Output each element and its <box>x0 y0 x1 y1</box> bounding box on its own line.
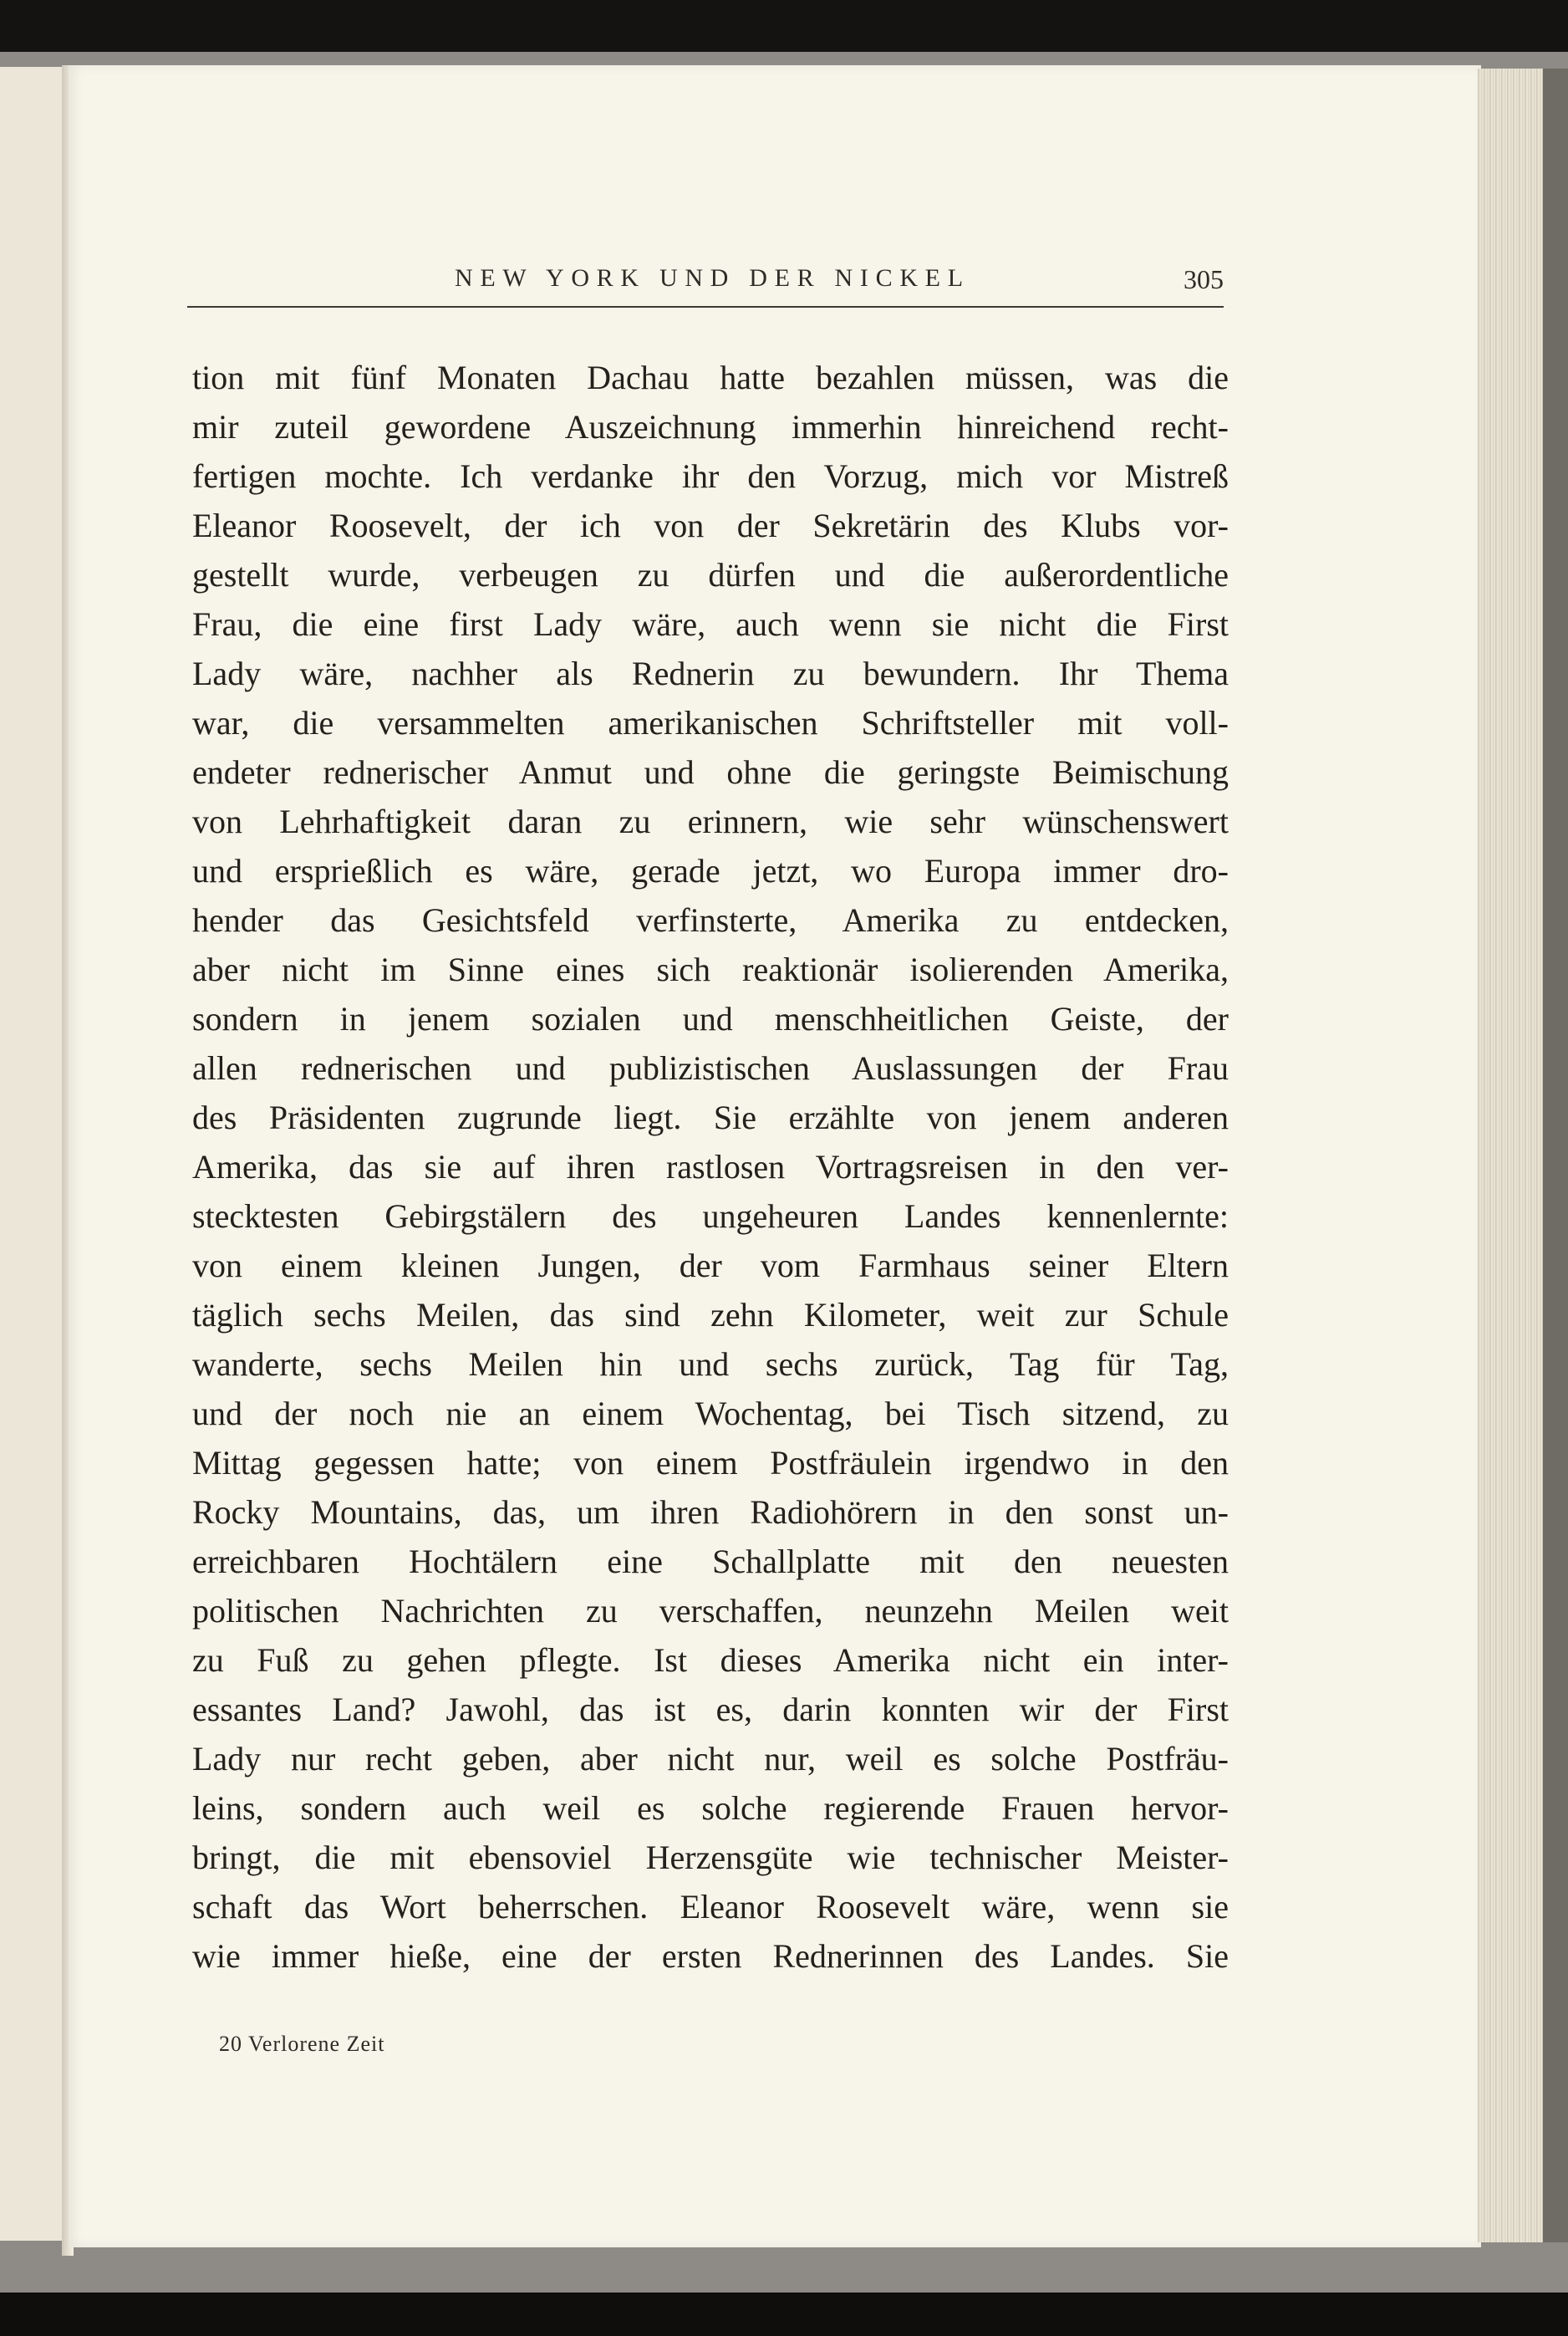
text-line: und der noch nie an einem Wochentag, bei Tisch sitzend, zu <box>192 1395 1229 1432</box>
text-line: zu Fuß zu gehen pflegte. Ist dieses Amerika nicht ein inter- <box>192 1641 1229 1679</box>
text-line: tion mit fünf Monaten Dachau hatte bezahlen müssen, was die <box>192 359 1229 396</box>
text-line: bringt, die mit ebensoviel Herzensgüte wie technischer Meister- <box>192 1839 1229 1876</box>
text-line: wanderte, sechs Meilen hin und sechs zurück, Tag für Tag, <box>192 1345 1229 1383</box>
text-line: von Lehrhaftigkeit daran zu erinnern, wie sehr wünschenswert <box>192 803 1229 840</box>
page-number: 305 <box>1184 264 1224 294</box>
text-line: sondern in jenem sozialen und menschheitlichen Geiste, der <box>192 1000 1229 1038</box>
text-line: hender das Gesichtsfeld verfinsterte, Amerika zu entdecken, <box>192 901 1229 939</box>
text-line: Amerika, das sie auf ihren rastlosen Vortragsreisen in den ver- <box>192 1148 1229 1186</box>
text-line: fertigen mochte. Ich verdanke ihr den Vorzug, mich vor Mistreß <box>192 457 1229 495</box>
text-line: Lady nur recht geben, aber nicht nur, weil es solche Postfräu- <box>192 1740 1229 1778</box>
text-line: erreichbaren Hochtälern eine Schallplatte mit den neuesten <box>192 1543 1229 1580</box>
running-head <box>187 264 1224 311</box>
text-line: Frau, die eine first Lady wäre, auch wenn sie nicht die First <box>192 605 1229 643</box>
text-line: essantes Land? Jawohl, das ist es, darin konnten wir der First <box>192 1691 1229 1728</box>
text-line: politischen Nachrichten zu verschaffen, neunzehn Meilen weit <box>192 1592 1229 1630</box>
text-line: von einem kleinen Jungen, der vom Farmhaus seiner Eltern <box>192 1247 1229 1284</box>
page-stack-edge <box>1478 69 1543 2242</box>
text-line: Mittag gegessen hatte; von einem Postfräulein irgendwo in den <box>192 1444 1229 1482</box>
running-head-title: NEW YORK UND DER NICKEL <box>455 264 970 292</box>
text-line: aber nicht im Sinne eines sich reaktionär isolierenden Amerika, <box>192 951 1229 988</box>
text-line: wie immer hieße, eine der ersten Rednerinnen des Landes. Sie <box>192 1937 1229 1975</box>
text-line: schaft das Wort beherrschen. Eleanor Roosevelt wäre, wenn sie <box>192 1888 1229 1925</box>
text-line: allen rednerischen und publizistischen Auslassungen der Frau <box>192 1049 1229 1087</box>
text-line: und ersprießlich es wäre, gerade jetzt, wo Europa immer dro- <box>192 852 1229 890</box>
page-stack-shadow <box>1543 69 1568 2242</box>
text-line: leins, sondern auch weil es solche regierende Frauen hervor- <box>192 1789 1229 1827</box>
text-line: Rocky Mountains, das, um ihren Radiohörern in den sonst un- <box>192 1493 1229 1531</box>
text-line: war, die versammelten amerikanischen Schriftsteller mit voll- <box>192 704 1229 742</box>
body-text <box>192 353 1229 1981</box>
text-line: gestellt wurde, verbeugen zu dürfen und die außerordentliche <box>192 556 1229 594</box>
text-line: täglich sechs Meilen, das sind zehn Kilometer, weit zur Schule <box>192 1296 1229 1334</box>
text-line: mir zuteil gewordene Auszeichnung immerhin hinreichend recht- <box>192 408 1229 446</box>
left-page-edge <box>0 67 69 2241</box>
text-line: Lady wäre, nachher als Rednerin zu bewundern. Ihr Thema <box>192 655 1229 692</box>
text-line: Eleanor Roosevelt, der ich von der Sekretärin des Klubs vor- <box>192 507 1229 544</box>
header-rule <box>187 306 1224 308</box>
text-line: stecktesten Gebirgstälern des ungeheuren Landes kennenlernte: <box>192 1197 1229 1235</box>
text-line: des Präsidenten zugrunde liegt. Sie erzählte von jenem anderen <box>192 1099 1229 1136</box>
text-line: endeter rednerischer Anmut und ohne die geringste Beimischung <box>192 753 1229 791</box>
signature-mark: 20 Verlorene Zeit <box>219 2032 385 2056</box>
cover-bottom <box>0 2293 1568 2336</box>
